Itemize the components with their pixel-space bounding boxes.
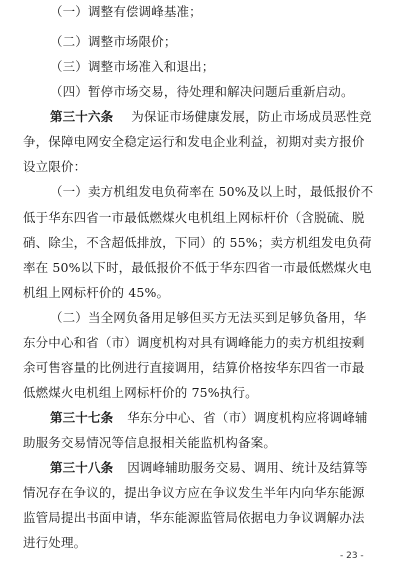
article-36-p1-line-3: 硝、除尘，不含超低排放，下同）的 55%；卖方机组发电负荷 [23, 235, 372, 250]
list-item-2: （二）调整市场限价； [50, 34, 177, 49]
article-38-line-4: 进行处理。 [23, 535, 87, 550]
article-36-first-line [50, 109, 372, 125]
article-38-line-2: 情况存在争议的，提出争议方应在争议发生半年内向华东能源 [23, 485, 365, 500]
article-37-heading: 第三十七条 [50, 410, 114, 425]
article-36-line-3: 设立限价： [23, 159, 87, 174]
article-37-line-1: 华东分中心、省（市）调度机构应将调峰辅 [127, 410, 368, 425]
article-36-p2-line-4: 低燃煤火电机组上网标杆价的 75%执行。 [23, 385, 258, 400]
article-36-p2-line-2: 东分中心和省（市）调度机构对具有调峰能力的卖方机组按剩 [23, 335, 365, 350]
article-37-first-line [50, 410, 368, 426]
list-item-1: （一）调整有偿调峰基准； [50, 4, 202, 19]
article-36-heading: 第三十六条 [50, 109, 114, 124]
article-38-line-1: 因调峰辅助服务交易、调用、统计及结算等 [127, 460, 368, 475]
article-38-heading: 第三十八条 [50, 460, 114, 475]
article-36-line-2: 争，保障电网安全稳定运行和发电企业利益，初期对卖方报价 [23, 134, 365, 149]
article-36-p1-line-2: 低于华东四省一市最低燃煤火电机组上网标杆价（含脱硫、脱 [23, 210, 365, 225]
page-number: - 23 - [340, 551, 364, 561]
article-38-first-line [50, 460, 368, 476]
article-36-p2-line-3: 余可售容量的比例进行直接调用，结算价格按华东四省一市最 [23, 360, 365, 375]
article-36-p1-line-4: 率在 50%以下时，最低报价不低于华东四省一市最低燃煤火电 [23, 260, 372, 275]
article-36-line-1: 为保证市场健康发展，防止市场成员恶性竞 [131, 109, 372, 124]
article-36-p1-line-5: 机组上网标杆价的 45%。 [23, 285, 170, 300]
list-item-3: （三）调整市场准入和退出； [50, 59, 215, 74]
article-36-p1-line-1: （一）卖方机组发电负荷率在 50%及以上时，最低报价不 [50, 184, 374, 199]
list-item-4: （四）暂停市场交易，待处理和解决问题后重新启动。 [50, 84, 354, 99]
article-38-line-3: 监管局提出书面申请，华东能源监管局依据电力争议调解办法 [23, 510, 365, 525]
article-37-line-2: 助服务交易情况等信息报相关能监机构备案。 [23, 435, 277, 450]
article-36-p2-line-1: （二）当全网负备用足够但买方无法买到足够负备用，华 [50, 310, 367, 325]
